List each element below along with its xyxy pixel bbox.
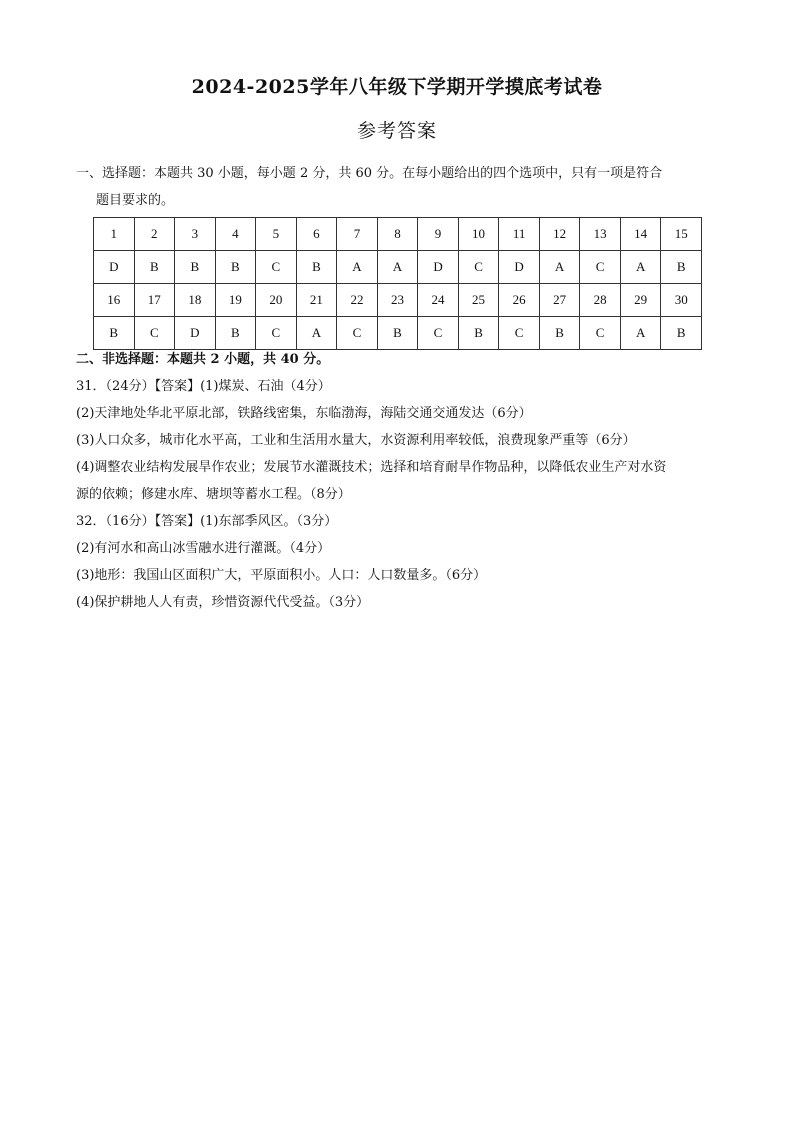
question-number-cell: 15 (661, 218, 702, 251)
answer-cell: B (296, 251, 337, 284)
answer-line: 32．（16分）【答案】(1)东部季风区。（3分） (76, 514, 338, 529)
section-choice-line-1: 一、选择题：本题共 30 小题，每小题 2 分，共 60 分。在每小题给出的四个选项中，只有一项是符合 (76, 166, 663, 181)
answer-cell: B (661, 317, 702, 350)
answer-cell: B (175, 251, 216, 284)
question-number-cell: 7 (337, 218, 378, 251)
answer-line: (3)地形：我国山区面积广大，平原面积小。人口：人口数量多。（6分） (76, 568, 487, 583)
section-nonchoice-heading: 二、非选择题：本题共 2 小题，共 40 分。 (76, 352, 330, 367)
question-number-cell: 22 (337, 284, 378, 317)
answer-line: (2)天津地处华北平原北部，铁路线密集，东临渤海，海陆交通交通发达（6分） (76, 406, 532, 421)
answer-row (94, 317, 702, 350)
answer-cell: C (256, 317, 297, 350)
answer-cell: B (215, 317, 256, 350)
question-number-cell: 28 (580, 284, 621, 317)
question-number-cell: 5 (256, 218, 297, 251)
question-number-cell: 6 (296, 218, 337, 251)
answer-cell: D (175, 317, 216, 350)
answer-table (93, 217, 702, 350)
question-number-cell: 12 (539, 218, 580, 251)
question-number-cell: 11 (499, 218, 540, 251)
question-number-cell: 30 (661, 284, 702, 317)
answer-cell: C (418, 317, 459, 350)
answer-cell: A (296, 317, 337, 350)
answer-cell: B (134, 251, 175, 284)
answer-cell: C (256, 251, 297, 284)
page-subtitle: 参考答案 (356, 120, 437, 142)
answer-row (94, 251, 702, 284)
question-number-cell: 27 (539, 284, 580, 317)
question-number-cell: 13 (580, 218, 621, 251)
question-number-cell: 10 (458, 218, 499, 251)
answer-cell: A (539, 251, 580, 284)
answer-cell: B (94, 317, 135, 350)
answer-line: (3)人口众多，城市化水平高，工业和生活用水量大，水资源利用率较低，浪费现象严重等（6分） (76, 433, 636, 448)
question-number-cell: 20 (256, 284, 297, 317)
answer-line: (2)有河水和高山冰雪融水进行灌溉。（4分） (76, 541, 331, 556)
answer-cell: B (377, 317, 418, 350)
section-choice-instructions (76, 160, 722, 214)
question-number-cell: 23 (377, 284, 418, 317)
question-number-cell: 3 (175, 218, 216, 251)
answer-line: 31．（24分）【答案】(1)煤炭、石油（4分） (76, 379, 331, 394)
answer-cell: C (337, 317, 378, 350)
question-number-cell: 18 (175, 284, 216, 317)
answer-cell: D (94, 251, 135, 284)
question-number-cell: 17 (134, 284, 175, 317)
section-nonchoice (76, 346, 736, 616)
question-number-row (94, 218, 702, 251)
question-number-cell: 26 (499, 284, 540, 317)
question-number-cell: 25 (458, 284, 499, 317)
question-number-cell: 14 (620, 218, 661, 251)
page-title: 2024-2025学年八年级下学期开学摸底考试卷 (191, 76, 603, 98)
answer-cell: B (539, 317, 580, 350)
question-number-cell: 21 (296, 284, 337, 317)
answer-cell: A (337, 251, 378, 284)
answer-cell: A (377, 251, 418, 284)
answer-cell: B (661, 251, 702, 284)
question-number-cell: 19 (215, 284, 256, 317)
answer-cell: B (215, 251, 256, 284)
answer-line: (4)调整农业结构发展旱作农业；发展节水灌溉技术；选择和培育耐旱作物品种，以降低农业生产对水资 (76, 460, 667, 475)
answer-cell: B (458, 317, 499, 350)
answer-line: (4)保护耕地人人有责，珍惜资源代代受益。（3分） (76, 595, 370, 610)
answer-cell: D (418, 251, 459, 284)
answer-cell: D (499, 251, 540, 284)
answer-cell: C (580, 251, 621, 284)
question-number-cell: 4 (215, 218, 256, 251)
question-number-cell: 8 (377, 218, 418, 251)
question-number-cell: 9 (418, 218, 459, 251)
section-choice-line-2: 题目要求的。 (96, 193, 175, 208)
answer-cell: C (499, 317, 540, 350)
answer-cell: C (134, 317, 175, 350)
question-number-cell: 2 (134, 218, 175, 251)
question-number-cell: 24 (418, 284, 459, 317)
answer-line: 源的依赖；修建水库、塘坝等蓄水工程。（8分） (76, 487, 351, 502)
question-number-cell: 16 (94, 284, 135, 317)
answer-cell: A (620, 251, 661, 284)
question-number-cell: 1 (94, 218, 135, 251)
question-number-cell: 29 (620, 284, 661, 317)
answer-cell: A (620, 317, 661, 350)
answer-cell: C (458, 251, 499, 284)
question-number-row (94, 284, 702, 317)
answer-cell: C (580, 317, 621, 350)
